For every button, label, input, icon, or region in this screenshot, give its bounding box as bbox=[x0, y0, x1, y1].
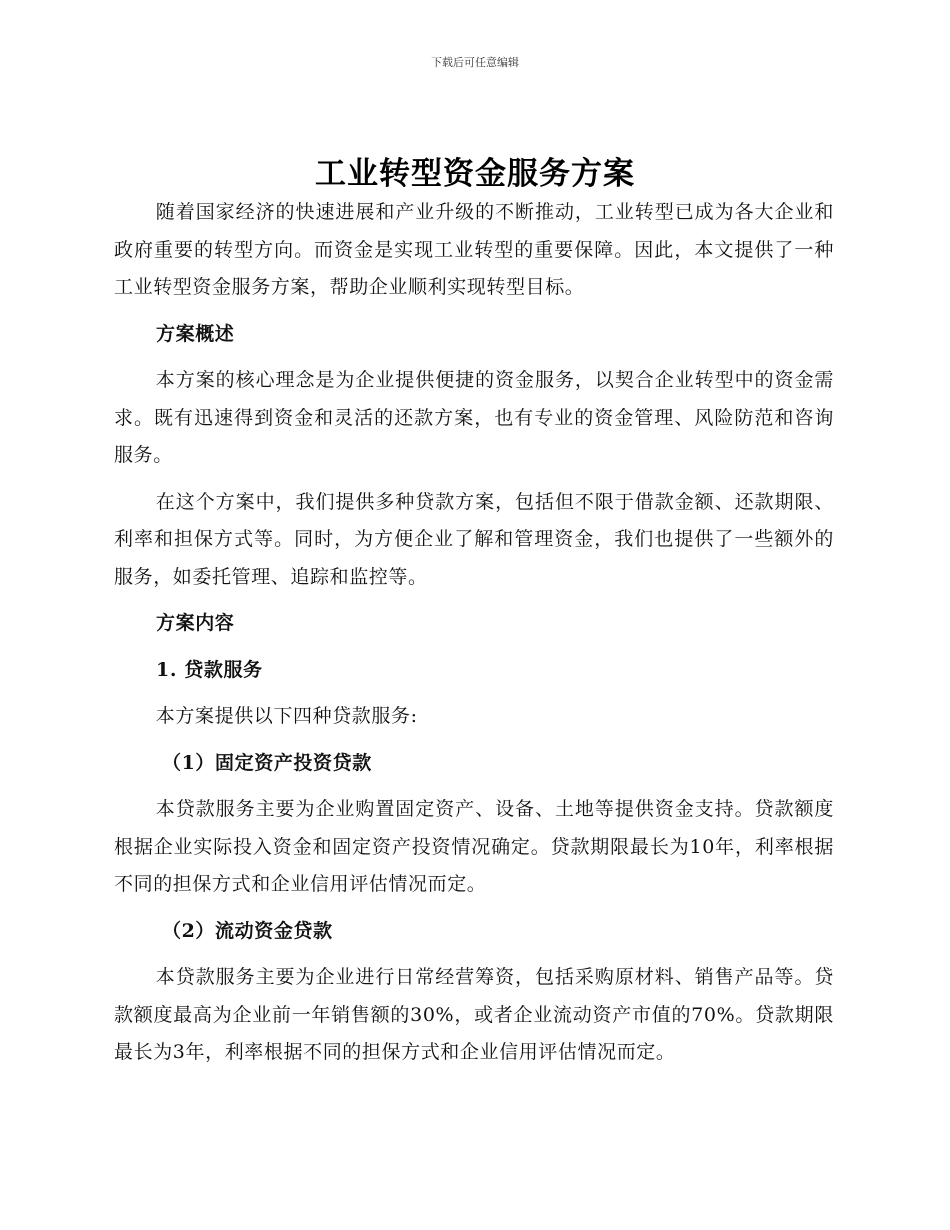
loan-item-heading-2: （2）流动资金贷款 bbox=[162, 919, 333, 942]
section-heading-overview: 方案概述 bbox=[156, 322, 235, 345]
intro-paragraph: 随着国家经济的快速进展和产业升级的不断推动，工业转型已成为各大企业和政府重要的转型方向。而资金是实现工业转型的重要保障。因此，本文提供了一种工业转型资金服务方案，帮助企业顺利实现转型目标。 bbox=[114, 201, 834, 298]
loan-item-text-1: 本贷款服务主要为企业购置固定资产、设备、土地等提供资金支持。贷款额度根据企业实际投入资金和固定资产投资情况确定。贷款期限最长为10年，利率根据不同的担保方式和企业信用评估情况而定。 bbox=[114, 798, 834, 895]
sub-heading-loan-services: 1. 贷款服务 bbox=[156, 658, 263, 681]
loan-item-heading-1: （1）固定资产投资贷款 bbox=[162, 751, 372, 774]
header-note: 下载后可任意编辑 bbox=[431, 56, 519, 69]
loan-services-lead: 本方案提供以下四种贷款服务: bbox=[155, 705, 418, 727]
loan-item-text-2: 本贷款服务主要为企业进行日常经营筹资，包括采购原材料、销售产品等。贷款额度最高为企业前一年销售额的30%，或者企业流动资产市值的70%。贷款期限最长为3年，利率根据不同的担保方式和企业信用评估情况而定。 bbox=[114, 966, 834, 1063]
section-heading-content: 方案内容 bbox=[156, 612, 235, 634]
page-title: 工业转型资金服务方案 bbox=[315, 156, 635, 192]
overview-paragraph-1: 本方案的核心理念是为企业提供便捷的资金服务，以契合企业转型中的资金需求。既有迅速得到资金和灵活的还款方案，也有专业的资金管理、风险防范和咨询服务。 bbox=[114, 369, 834, 466]
overview-paragraph-2: 在这个方案中，我们提供多种贷款方案，包括但不限于借款金额、还款期限、利率和担保方式等。同时，为方便企业了解和管理资金，我们也提供了一些额外的服务，如委托管理、追踪和监控等。 bbox=[114, 490, 834, 588]
document-body bbox=[114, 194, 834, 1072]
